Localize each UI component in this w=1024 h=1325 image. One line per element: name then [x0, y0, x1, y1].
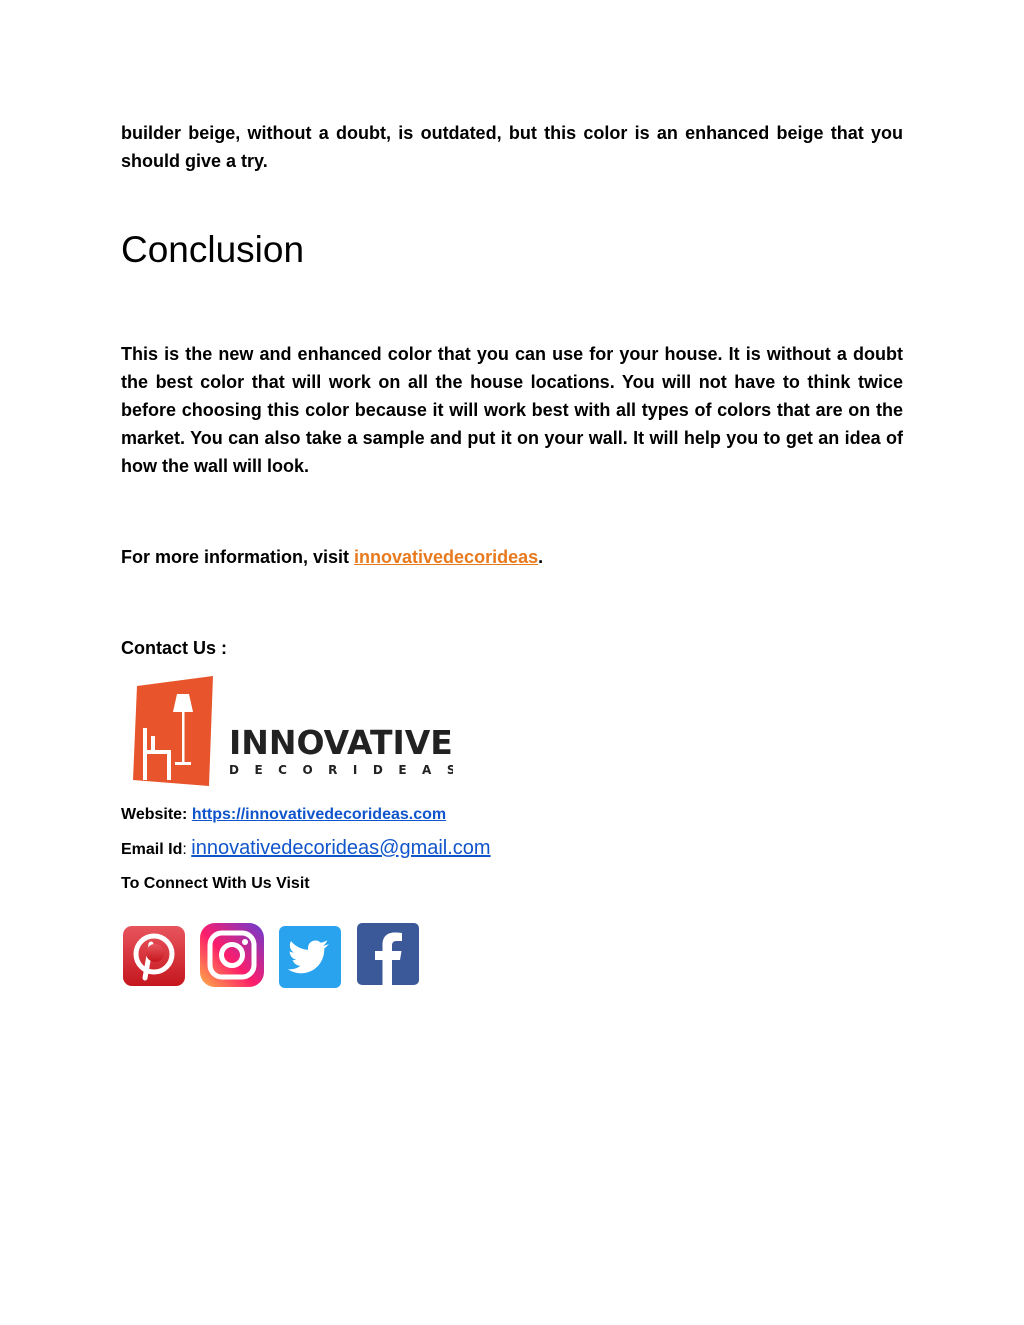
- connect-text: To Connect With Us Visit: [121, 875, 310, 892]
- intro-paragraph: builder beige, without a doubt, is outdated, but this color is an enhanced beige that you should give a try.: [121, 123, 903, 171]
- email-link[interactable]: innovativedecorideas@gmail.com: [191, 837, 491, 859]
- social-icons: [121, 922, 421, 988]
- email-line: [121, 836, 491, 862]
- email-label: Email Id: [121, 841, 183, 858]
- logo-text-innovative: INNOVATIVE: [229, 723, 453, 762]
- facebook-icon[interactable]: [355, 922, 421, 988]
- more-info-suffix: .: [538, 547, 544, 567]
- website-label: Website:: [121, 806, 192, 823]
- website-link[interactable]: https://innovativedecorideas.com: [191, 806, 447, 823]
- twitter-icon[interactable]: [277, 922, 343, 988]
- contact-us-label: Contact Us :: [121, 638, 228, 658]
- conclusion-paragraph: This is the new and enhanced color that you can use for your house. It is without a doubt the best color that will work on all the house locations. You will not have to think twice before choosing this color because it will work best with all types of colors that are on the market. You can also take a sample and put it on your wall. It will help you to get an idea of how the wall will look.: [121, 344, 903, 476]
- innovativedecorideas-link[interactable]: innovativedecorideas: [354, 547, 539, 567]
- email-separator: :: [182, 841, 192, 858]
- instagram-icon[interactable]: [199, 922, 265, 988]
- section-heading: Conclusion: [121, 229, 305, 270]
- more-info-line: [121, 543, 543, 571]
- website-line: [121, 803, 446, 827]
- company-logo: [133, 676, 453, 793]
- logo-text-decorideas: DECORIDEAS: [229, 763, 453, 777]
- more-info-prefix: For more information, visit: [121, 547, 355, 567]
- pinterest-icon[interactable]: [121, 922, 187, 988]
